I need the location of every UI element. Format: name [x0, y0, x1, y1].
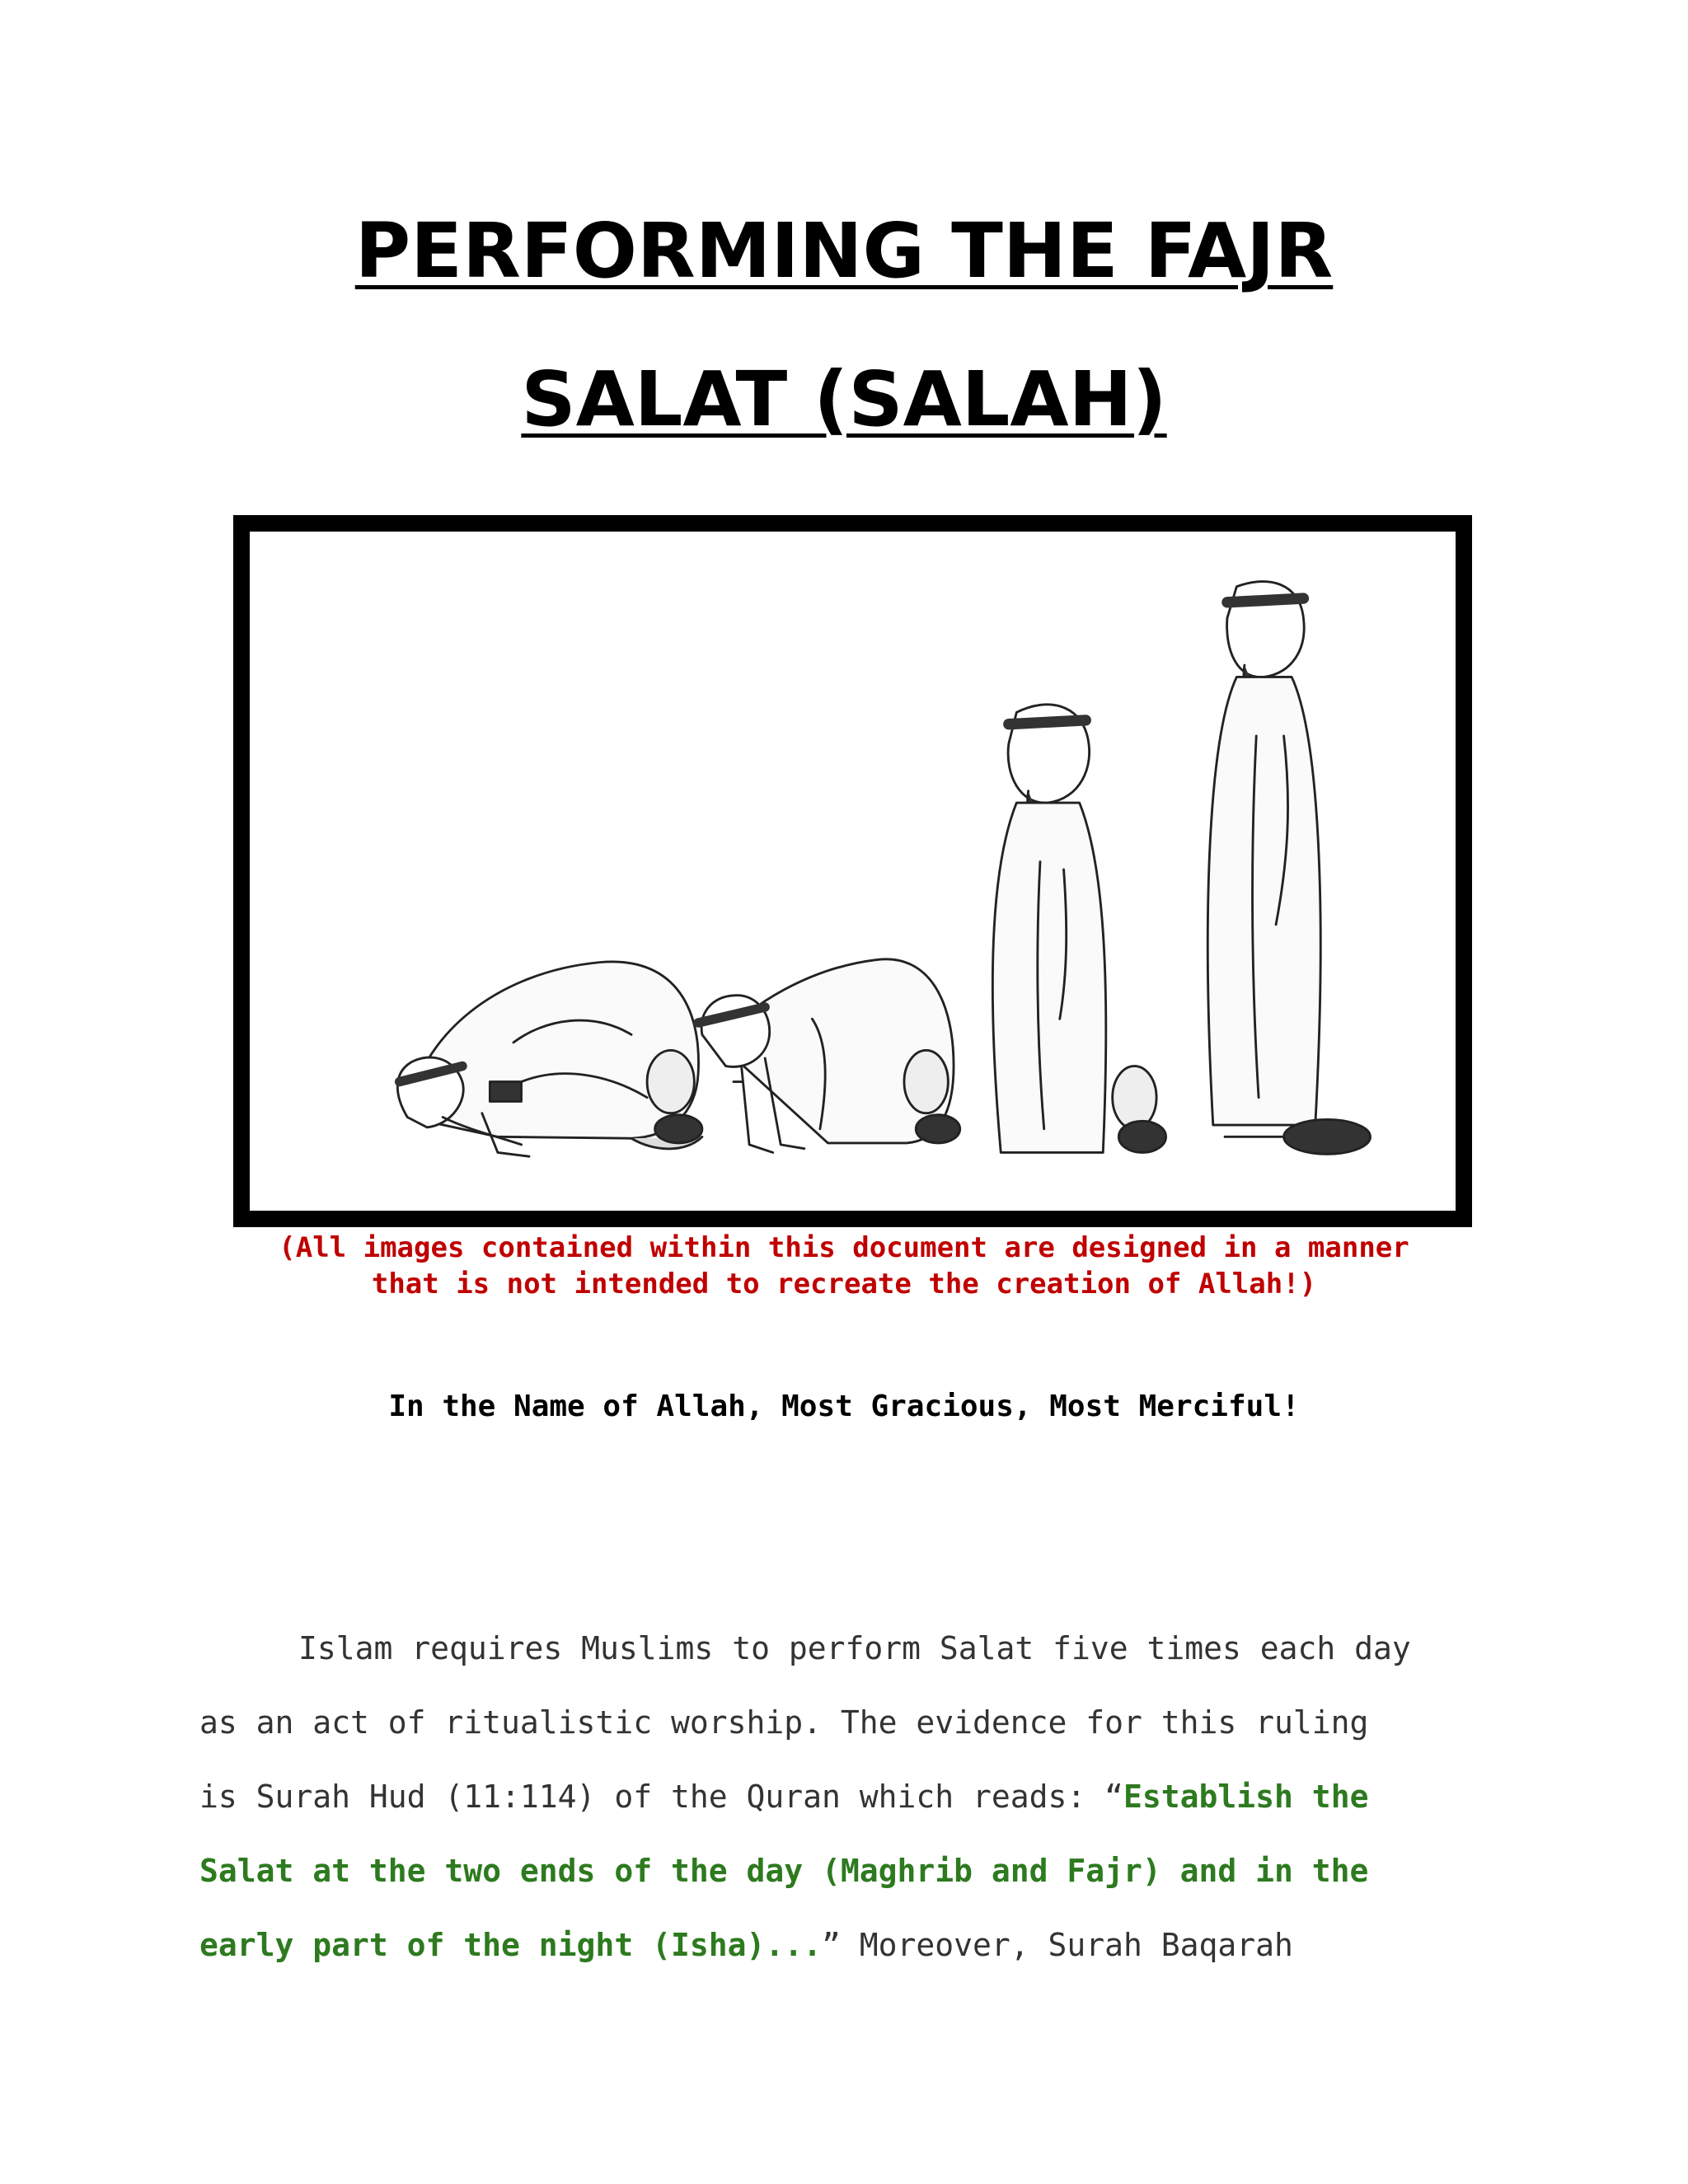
quran-quote-part-3: early part of the night (Isha)... [199, 1927, 822, 1963]
disclaimer-line-2: that is not intended to recreate the creation of Allah!) [371, 1268, 1317, 1301]
figure-kneeling [698, 959, 960, 1153]
disclaimer-line-1: (All images contained within this document are designed in a manner [279, 1231, 1409, 1264]
paragraph-line-5-text: ” Moreover, Surah Baqarah [821, 1927, 1293, 1963]
paragraph-line-5 [199, 1908, 1502, 1982]
image-disclaimer [198, 1230, 1490, 1302]
paragraph-line-1: Islam requires Muslims to perform Salat five times each day [298, 1630, 1411, 1666]
title-line-1: PERFORMING THE FAJR [354, 207, 1334, 295]
quran-quote-part-1: Establish the [1123, 1779, 1369, 1815]
figure-prostrating [397, 962, 702, 1156]
body-paragraph [199, 1611, 1502, 1982]
page-title [0, 177, 1688, 474]
figure-standing [1207, 582, 1370, 1155]
paragraph-line-3 [199, 1760, 1502, 1834]
title-line-2: SALAT (SALAH) [521, 355, 1167, 443]
paragraph-line-3-text: is Surah Hud (11:114) of the Quran which reads: “ [199, 1779, 1124, 1815]
figure-sitting [992, 705, 1165, 1153]
bismillah-heading: In the Name of Allah, Most Gracious, Most Merciful! [388, 1390, 1300, 1423]
paragraph-line-2: as an act of ritualistic worship. The evidence for this ruling [199, 1704, 1369, 1741]
prayer-positions-figure [233, 515, 1472, 1227]
quran-quote-part-2: Salat at the two ends of the day (Maghrib and Fajr) and in the [199, 1853, 1369, 1889]
prayer-positions-illustration-icon [250, 532, 1456, 1211]
